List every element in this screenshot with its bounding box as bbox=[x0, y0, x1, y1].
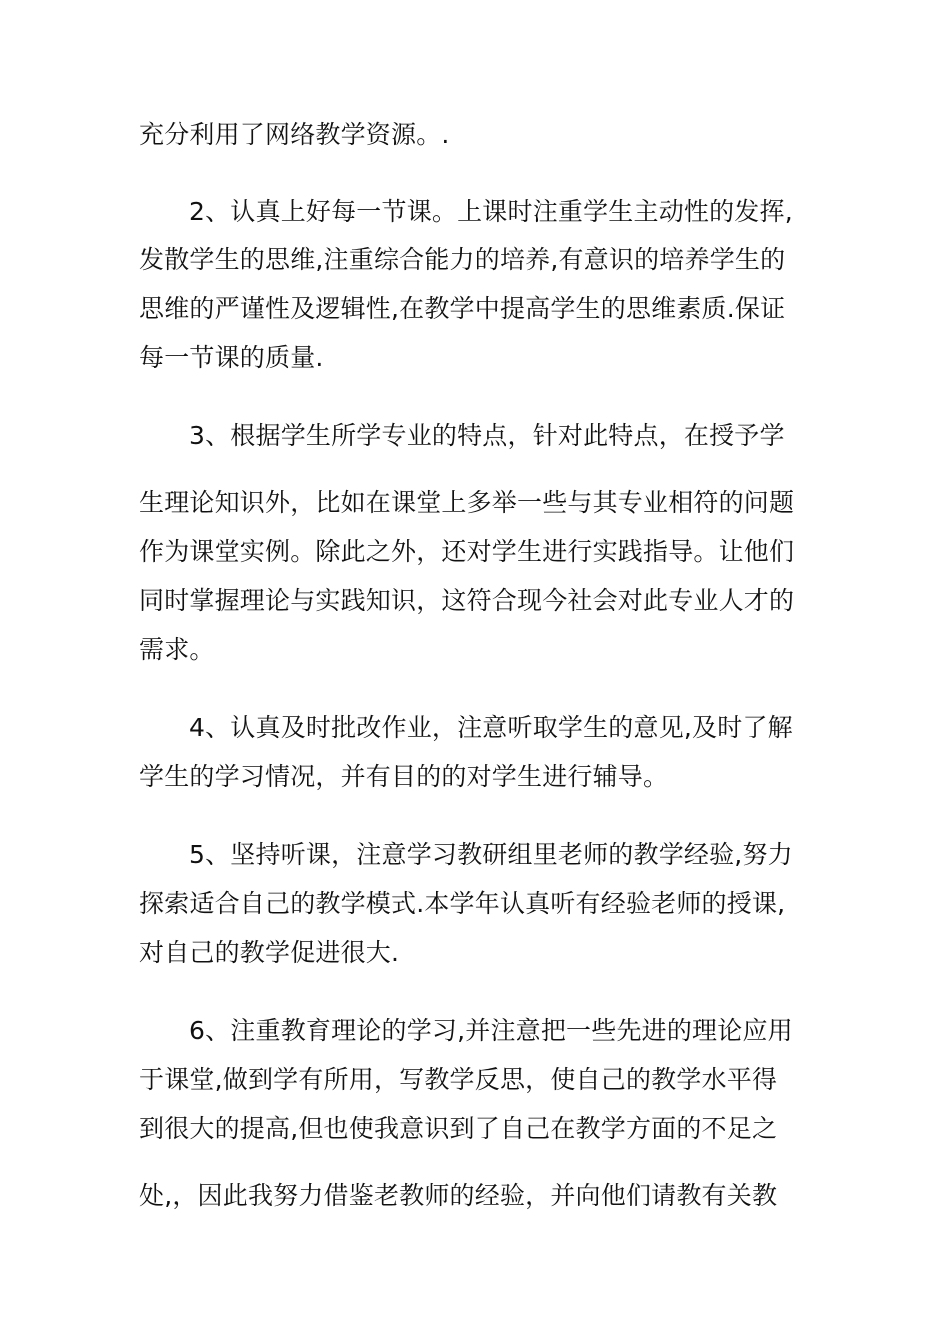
paragraph-5-line: 5、坚持听课，注意学习教研组里老师的教学经验,努力 bbox=[189, 840, 793, 869]
text-line: 每一节课的质量. bbox=[139, 343, 324, 372]
paragraph-4-line: 4、认真及时批改作业，注意听取学生的意见,及时了解 bbox=[189, 713, 793, 742]
paragraph-6-line: 6、注重教育理论的学习,并注意把一些先进的理论应用 bbox=[189, 1016, 793, 1045]
text-line: 思维的严谨性及逻辑性,在教学中提高学生的思维素质.保证 bbox=[139, 294, 786, 323]
text-line: 到很大的提高,但也使我意识到了自己在教学方面的不足之 bbox=[139, 1114, 778, 1143]
text-line: 于课堂,做到学有所用，写教学反思，使自己的教学水平得 bbox=[139, 1065, 778, 1094]
text-line: 对自己的教学促进很大. bbox=[139, 938, 400, 967]
text-line: 需求。 bbox=[139, 635, 215, 664]
text-line: 作为课堂实例。除此之外，还对学生进行实践指导。让他们 bbox=[139, 537, 795, 566]
text-line: 学生的学习情况，并有目的的对学生进行辅导。 bbox=[139, 762, 669, 791]
text-line: 充分利用了网络教学资源。. bbox=[139, 120, 450, 149]
text-line: 同时掌握理论与实践知识，这符合现今社会对此专业人才的 bbox=[139, 586, 795, 615]
text-line: 处,，因此我努力借鉴老教师的经验，并向他们请教有关教 bbox=[139, 1181, 778, 1210]
text-line: 生理论知识外，比如在课堂上多举一些与其专业相符的问题 bbox=[139, 488, 795, 517]
text-line: 探索适合自己的教学模式.本学年认真听有经验老师的授课, bbox=[139, 889, 786, 918]
paragraph-2-line: 2、认真上好每一节课。上课时注重学生主动性的发挥, bbox=[189, 197, 793, 226]
paragraph-3-line: 3、根据学生所学专业的特点，针对此特点，在授予学 bbox=[189, 421, 785, 450]
text-line: 发散学生的思维,注重综合能力的培养,有意识的培养学生的 bbox=[139, 245, 786, 274]
